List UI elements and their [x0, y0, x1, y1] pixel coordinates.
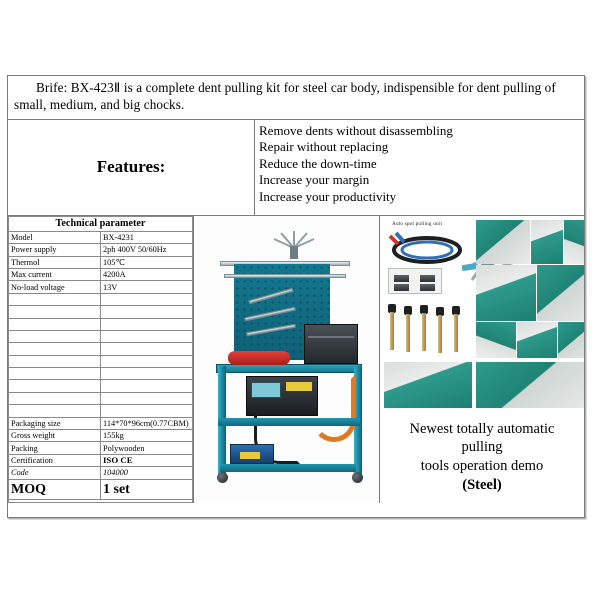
spec-value: 4200A	[101, 268, 193, 280]
seat-pad	[228, 351, 290, 365]
spec-value-empty	[101, 392, 193, 404]
table-row-empty	[9, 306, 193, 318]
machine-photo	[194, 216, 380, 503]
spec-key-empty	[9, 306, 101, 318]
spec-key-empty	[9, 330, 101, 342]
collage-column	[380, 216, 584, 503]
demo-photo	[476, 322, 516, 358]
spec-key-empty	[9, 343, 101, 355]
pulling-tips-photo	[386, 300, 472, 356]
spec-value-empty	[101, 306, 193, 318]
feature-item: Reduce the down-time	[259, 155, 377, 171]
feature-item: Increase your productivity	[259, 188, 397, 204]
spec-key: Certification	[9, 454, 101, 466]
spec-key: Gross weight	[9, 430, 101, 442]
spec-table-column	[8, 216, 194, 503]
demo-photo-wide	[476, 362, 584, 408]
spec-key-empty	[9, 318, 101, 330]
spec-value-empty	[101, 355, 193, 367]
spec-value: 155kg	[101, 430, 193, 442]
collage-photo-grid	[380, 216, 584, 412]
spec-value-empty	[101, 405, 193, 417]
table-row-empty	[9, 330, 193, 342]
table-row	[9, 467, 193, 479]
feature-item: Increase your margin	[259, 172, 370, 188]
caster-wheel-left	[217, 472, 228, 483]
demo-photo	[476, 220, 530, 264]
lower-panels	[8, 216, 584, 503]
spec-value-empty	[101, 368, 193, 380]
spec-value-empty	[101, 293, 193, 305]
table-row	[9, 256, 193, 268]
demo-photo	[531, 220, 563, 264]
spec-value-empty	[101, 380, 193, 392]
moq-value: 1 set	[101, 479, 193, 499]
spec-value: 13V	[101, 281, 193, 293]
cart-top-shelf	[216, 364, 362, 373]
spec-value: 104000	[101, 467, 193, 479]
cable-coil-photo	[388, 230, 466, 266]
spec-key: Model	[9, 231, 101, 243]
table-row	[9, 442, 193, 454]
spec-table-title: Technical parameter	[9, 216, 193, 231]
moq-key: MOQ	[9, 479, 101, 499]
tool-case	[304, 324, 358, 364]
spec-key-empty	[9, 355, 101, 367]
spec-table-filler	[8, 500, 193, 503]
technical-parameter-table	[8, 216, 193, 500]
spec-key-empty	[9, 405, 101, 417]
feature-item: Remove dents without disassembling	[259, 122, 453, 138]
table-row-empty	[9, 392, 193, 404]
spec-key: Packaging size	[9, 417, 101, 429]
demo-photo	[537, 265, 584, 321]
spec-value-empty	[101, 318, 193, 330]
cart-middle-shelf	[218, 418, 360, 426]
spec-key: Power supply	[9, 244, 101, 256]
demo-photo	[564, 220, 584, 264]
collage-caption	[380, 412, 584, 503]
tool-case-divider	[308, 336, 354, 338]
table-row-empty	[9, 380, 193, 392]
table-row-empty	[9, 293, 193, 305]
tool-box-label	[240, 452, 260, 459]
electrode-tray-photo	[388, 268, 442, 294]
demo-photo	[558, 322, 584, 358]
moq-row	[9, 479, 193, 499]
welder-display	[251, 382, 281, 398]
caster-wheel-right	[352, 472, 363, 483]
demo-photo-wide	[384, 362, 472, 408]
table-row	[9, 244, 193, 256]
spec-value: Polywooden	[101, 442, 193, 454]
spec-key: No-load voltage	[9, 281, 101, 293]
table-row	[9, 454, 193, 466]
features-list	[255, 120, 584, 215]
spec-key: Packing	[9, 442, 101, 454]
table-row-empty	[9, 368, 193, 380]
brief-paragraph: Brife: BX-423Ⅱ is a complete dent pulling kit for steel car body, indispensible for dent pulling of small, medium, and big chocks.	[8, 76, 584, 120]
spec-key-empty	[9, 368, 101, 380]
caption-line-2: tools operation demo	[420, 458, 544, 475]
spec-value: 2ph 400V 50/60Hz	[101, 244, 193, 256]
spec-key: Thermol	[9, 256, 101, 268]
features-section	[8, 120, 584, 216]
feature-item: Repair without replacing	[259, 139, 389, 155]
spec-value: 105℃	[101, 256, 193, 268]
spec-key-empty	[9, 392, 101, 404]
spider-tool-icon	[272, 230, 316, 260]
table-row-empty	[9, 343, 193, 355]
spec-key-empty	[9, 380, 101, 392]
spec-value-empty	[101, 343, 193, 355]
product-spec-sheet	[7, 75, 585, 518]
demo-photo	[517, 322, 557, 358]
table-row	[9, 268, 193, 280]
table-row-empty	[9, 318, 193, 330]
collage-label: Auto spot pulling unit	[392, 220, 443, 227]
spec-value: 114*70*96cm(0.77CBM)	[101, 417, 193, 429]
cart-bottom-shelf	[220, 464, 356, 472]
spec-key: Code	[9, 467, 101, 479]
table-row-empty	[9, 405, 193, 417]
table-header-row	[9, 216, 193, 231]
welder-panel-label	[286, 382, 312, 391]
spec-key: Max current	[9, 268, 101, 280]
spec-value-empty	[101, 330, 193, 342]
demo-photo	[476, 265, 536, 321]
table-row	[9, 231, 193, 243]
orange-cable	[312, 374, 356, 442]
caption-line-1: Newest totally automatic pulling	[409, 420, 555, 456]
table-row-empty	[9, 355, 193, 367]
spec-value: BX-4231	[101, 231, 193, 243]
table-row	[9, 430, 193, 442]
table-row	[9, 281, 193, 293]
table-row	[9, 417, 193, 429]
spec-value: ISO CE	[101, 454, 193, 466]
lower-rail	[224, 274, 346, 278]
caption-line-3: (Steel)	[462, 477, 502, 494]
features-label: Features:	[8, 120, 255, 215]
spec-key-empty	[9, 293, 101, 305]
